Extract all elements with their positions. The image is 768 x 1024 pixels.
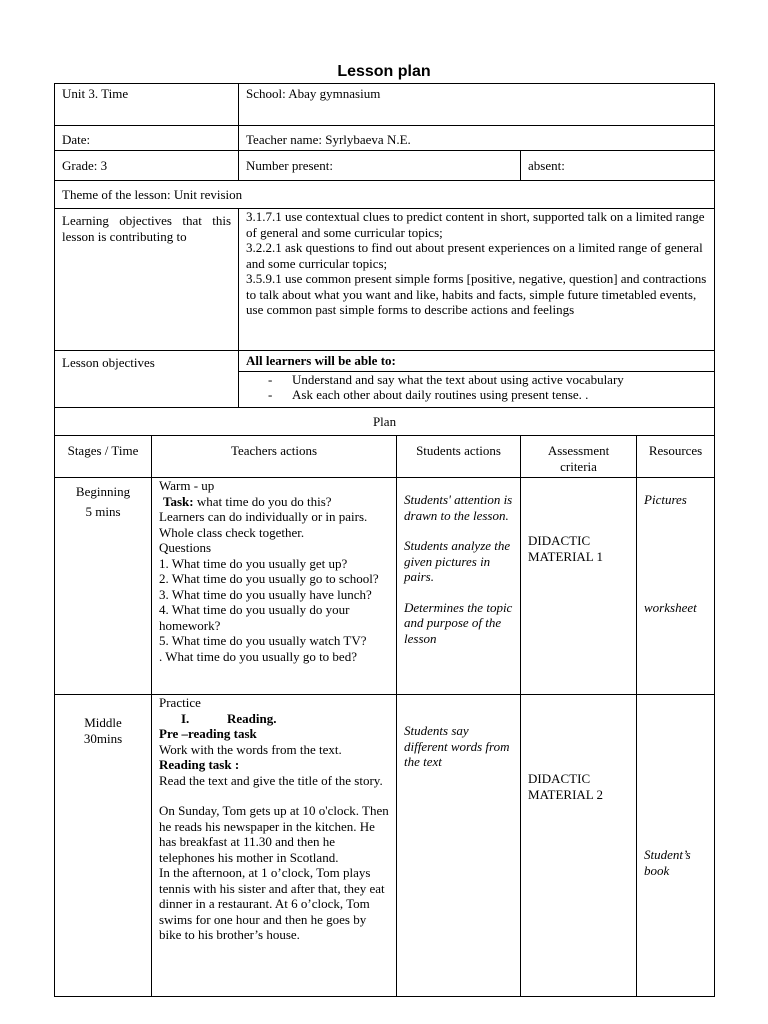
beginning-resources [637, 478, 715, 695]
lesson-objective-item: - Understand and say what the text about using active vocabulary [268, 372, 707, 388]
resource-item: worksheet [644, 599, 697, 615]
date-row [55, 126, 715, 151]
unit-cell: Unit 3. Time [55, 84, 239, 126]
theme-cell: Theme of the lesson: Unit revision [55, 181, 715, 209]
stage-name: Beginning [75, 484, 131, 499]
reading-heading [159, 711, 389, 727]
stage-name: Middle [84, 715, 122, 730]
practice-label: Practice [159, 695, 201, 710]
student-action: Students analyze the given pictures in pairs. [404, 538, 511, 584]
question-item: . What time do you usually go to bed? [159, 648, 357, 664]
lesson-objectives-row [55, 351, 715, 408]
reading-label: Reading. [227, 710, 277, 726]
stage-time: 5 mins [85, 503, 121, 519]
task-text: what time do you do this? [193, 493, 332, 509]
story-paragraph: In the afternoon, at 1 o’clock, Tom plays tennis with his sister and after that, they eat dinner in a restaurant. At 6 o’clock, Tom swims for one hour and then he goes by bike to his brother’s house. [159, 865, 385, 942]
middle-teacher-actions [152, 695, 397, 997]
lesson-objectives-content [239, 351, 715, 408]
beginning-assessment: DIDACTIC MATERIAL 1 [521, 478, 637, 695]
student-action: Students' attention is drawn to the lesson. [404, 492, 513, 523]
middle-students-actions: Students say different words from the text [397, 695, 521, 997]
unit-row [55, 84, 715, 126]
reading-task-heading: Reading task : [159, 757, 240, 772]
beginning-row [55, 478, 715, 695]
question-item: 2. What time do you usually go to school? [159, 571, 379, 586]
beginning-students-actions [397, 478, 521, 695]
teacher-line: Learners can do individually or in pairs. [159, 509, 368, 524]
grade-row [55, 151, 715, 181]
question-item: 4. What time do you usually do your homework? [159, 602, 350, 633]
question-item: 5. What time do you usually watch TV? [159, 633, 367, 648]
grade-cell: Grade: 3 [55, 151, 239, 181]
task-label: Task: [163, 493, 194, 509]
learning-objective-item: 3.1.7.1 use contextual clues to predict content in short, supported talk on a limited range of general and some curricular topics; [246, 209, 705, 240]
number-present-cell: Number present: [239, 151, 521, 181]
date-cell: Date: [55, 126, 239, 151]
plan-title: Plan [55, 408, 715, 436]
warm-up-label: Warm - up [159, 478, 215, 493]
learning-objectives-list [239, 209, 715, 351]
lesson-objective-item: - Ask each other about daily routines using present tense. . [268, 387, 707, 403]
task-line [159, 494, 389, 510]
column-header: Stages / Time [55, 436, 152, 478]
middle-stage-cell [55, 695, 152, 997]
reading-numeral: I. [181, 710, 190, 726]
learning-objective-item: 3.5.9.1 use common present simple forms [positive, negative, question] and contractions to talk about what you want and like, habits and facts, simple future timetabled events, use common past simple forms to describe actions and feelings [246, 271, 707, 317]
question-item: 1. What time do you usually get up? [159, 555, 348, 571]
lesson-objectives-heading: All learners will be able to: [239, 351, 714, 372]
column-header: Assessment criteria [521, 436, 637, 478]
middle-resources: Student’s book [637, 695, 715, 997]
column-header: Students actions [397, 436, 521, 478]
pre-reading-text: Work with the words from the text. [159, 741, 342, 757]
column-header: Resources [637, 436, 715, 478]
reading-task-text: Read the text and give the title of the story. [159, 772, 383, 788]
story-paragraph: On Sunday, Tom gets up at 10 o'clock. Then he reads his newspaper in the kitchen. He has breakfast at 11.30 and then he telephones his mother in Scotland. [159, 803, 389, 865]
middle-row [55, 695, 715, 997]
teacher-cell: Teacher name: Syrlybaeva N.E. [239, 126, 715, 151]
lesson-objectives-label: Lesson objectives [55, 351, 239, 408]
question-item: 3. What time do you usually have lunch? [159, 586, 372, 602]
middle-assessment: DIDACTIC MATERIAL 2 [521, 695, 637, 997]
student-action: Determines the topic and purpose of the lesson [404, 599, 513, 646]
theme-row [55, 181, 715, 209]
pre-reading-heading: Pre –reading task [159, 726, 257, 741]
beginning-teacher-actions [152, 478, 397, 695]
plan-title-row [55, 408, 715, 436]
resource-item: Pictures [644, 492, 687, 507]
stage-time: 30mins [83, 730, 123, 746]
beginning-stage-cell [55, 478, 152, 695]
lesson-plan-table [54, 83, 715, 997]
plan-header-row [55, 436, 715, 478]
document-title: Lesson plan [337, 63, 431, 80]
absent-cell: absent: [521, 151, 715, 181]
lesson-objectives-list [246, 372, 707, 403]
learning-objective-item: 3.2.2.1 ask questions to find out about present experiences on a limited range of general and some curricular topics; [246, 240, 703, 271]
learning-objectives-row [55, 209, 715, 351]
teacher-line: Whole class check together. [159, 524, 305, 540]
teacher-line: Questions [159, 540, 211, 555]
learning-objectives-label: Learning objectives that this lesson is contributing to [55, 209, 239, 351]
column-header: Teachers actions [152, 436, 397, 478]
school-cell: School: Abay gymnasium [239, 84, 715, 126]
